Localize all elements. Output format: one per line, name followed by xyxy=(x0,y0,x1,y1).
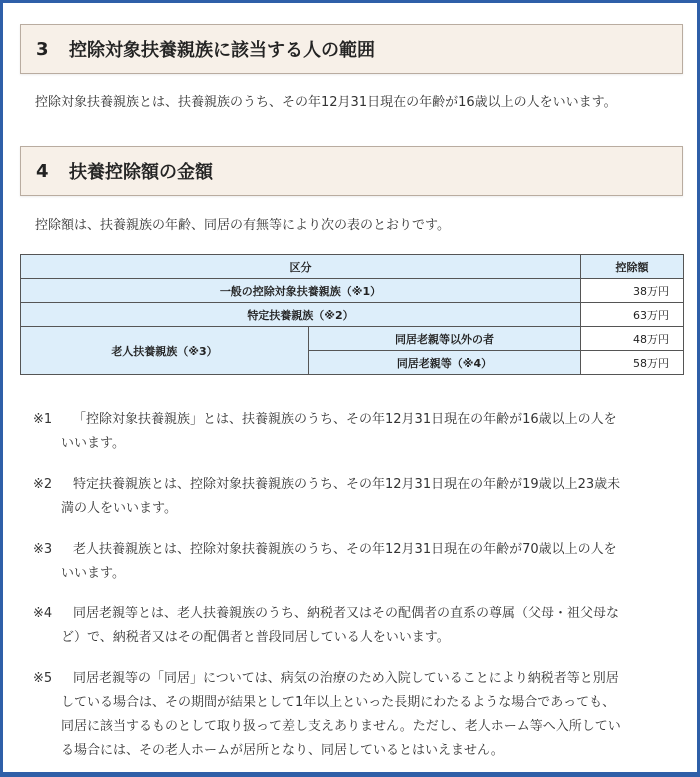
note-2-mark: ※2 xyxy=(33,477,53,492)
note-3-mark: ※3 xyxy=(33,542,53,557)
note-1-line2: いいます。 xyxy=(61,436,125,451)
section-4-text: 控除額は、扶養親族の年齢、同居の有無等により次の表のとおりです。 xyxy=(35,218,450,233)
section-4-heading xyxy=(20,146,683,196)
note-3-line2: いいます。 xyxy=(61,566,125,581)
row-sub-non-cohabiting: 同居老親等以外の者 xyxy=(309,327,581,351)
note-3-line1: 老人扶養親族とは、控除対象扶養親族のうち、その年12月31日現在の年齢が70歳以上の人を xyxy=(73,542,617,557)
section-3-title: 控除対象扶養親族に該当する人の範囲 xyxy=(69,40,375,61)
note-5-line3: 同居に該当するものとして取り扱って差し支えありません。ただし、老人ホーム等へ入所してい xyxy=(61,719,621,734)
row-sub-cohabiting: 同居老親等（※4） xyxy=(309,351,581,375)
table-row xyxy=(21,279,684,303)
table-header-row xyxy=(21,255,684,279)
row-label-elderly: 老人扶養親族（※3） xyxy=(21,327,309,375)
deduction-table xyxy=(20,254,684,375)
section-3-number: 3 xyxy=(36,38,49,60)
row-label-general: 一般の控除対象扶養親族（※1） xyxy=(21,279,581,303)
note-5-line1: 同居老親等の「同居」については、病気の治療のため入院していることにより納税者等と別居 xyxy=(73,671,619,686)
section-4-number: 4 xyxy=(36,160,49,182)
note-4-line2: ど）で、納税者又はその配偶者と普段同居している人をいいます。 xyxy=(61,630,450,645)
note-1-line1: 「控除対象扶養親族」とは、扶養親族のうち、その年12月31日現在の年齢が16歳以上の人を xyxy=(73,412,617,427)
note-2-line2: 満の人をいいます。 xyxy=(61,501,177,516)
section-3-heading xyxy=(20,24,683,74)
table-row xyxy=(21,327,684,351)
row-amount-non-cohabiting: 48万円 xyxy=(581,327,684,351)
table-row xyxy=(21,303,684,327)
note-4-mark: ※4 xyxy=(33,606,53,621)
header-category: 区分 xyxy=(21,255,581,279)
note-4-line1: 同居老親等とは、老人扶養親族のうち、納税者又はその配偶者の直系の尊属（父母・祖父母な xyxy=(73,606,620,621)
note-4 xyxy=(33,602,683,650)
note-1-mark: ※1 xyxy=(33,412,53,427)
section-3-text: 控除対象扶養親族とは、扶養親族のうち、その年12月31日現在の年齢が16歳以上の人をいいます。 xyxy=(35,95,617,110)
section-4-title: 扶養控除額の金額 xyxy=(69,162,213,183)
note-5-line4: る場合には、その老人ホームが居所となり、同居しているとはいえません。 xyxy=(61,743,504,758)
header-amount: 控除額 xyxy=(581,255,684,279)
row-label-specific: 特定扶養親族（※2） xyxy=(21,303,581,327)
note-5-mark: ※5 xyxy=(33,671,53,686)
note-1 xyxy=(33,408,683,456)
note-2-line1: 特定扶養親族とは、控除対象扶養親族のうち、その年12月31日現在の年齢が19歳以上23歳未 xyxy=(73,477,621,492)
note-3 xyxy=(33,538,683,586)
row-amount-cohabiting: 58万円 xyxy=(581,351,684,375)
note-5-line2: している場合は、その期間が結果として1年以上といった長期にわたるような場合であっても、 xyxy=(61,695,616,710)
note-2 xyxy=(33,473,683,521)
row-amount-specific: 63万円 xyxy=(581,303,684,327)
row-amount-general: 38万円 xyxy=(581,279,684,303)
note-5 xyxy=(33,667,683,763)
